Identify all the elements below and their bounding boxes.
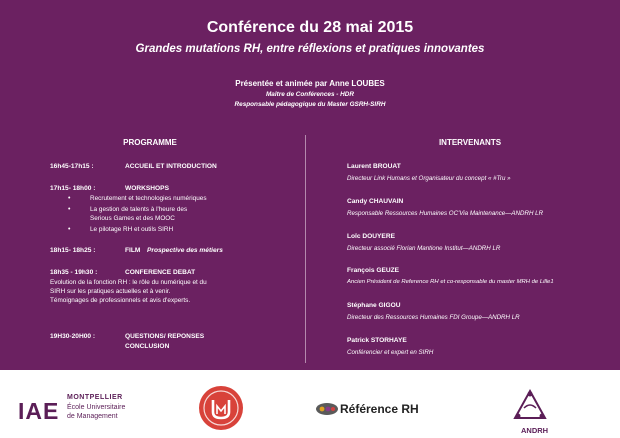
workshop-item: • Recrutement et technologies numériques [68, 195, 207, 202]
session-title-4: CONFERENCE DEBAT [125, 269, 196, 276]
workshop-item: • La gestion de talents à l'heure des Serious Games et des MOOC [68, 206, 188, 222]
session-desc-line: SIRH sur les pratiques actuelles et à venir. [50, 288, 171, 295]
session-title-5b: CONCLUSION [125, 343, 170, 350]
speaker-name: François GEUZE [347, 267, 400, 274]
speaker-name: Laurent BROUAT [347, 163, 401, 170]
session-title-5: QUESTIONS/ REPONSES [125, 333, 205, 340]
programme-heading: PROGRAMME [123, 138, 177, 147]
speaker-name: Loïc DOUYERE [347, 233, 395, 240]
iae-logo-management: de Management [67, 413, 118, 420]
session-time-4: 18h35 - 19h30 : [50, 269, 98, 276]
workshop-item: • Le pilotage RH et outils SIRH [68, 226, 174, 233]
sponsor-logo-strip [0, 370, 620, 438]
speaker-role: Conférencier et expert en SIRH [347, 349, 434, 356]
iae-logo-city: MONTPELLIER [67, 394, 123, 401]
presenter-role-1: Maître de Conférences - HDR [265, 91, 355, 98]
speaker-role: Directeur Link Humans et Organisateur du concept « #Tru » [347, 175, 511, 182]
speaker-name: Patrick STORHAYE [347, 337, 407, 344]
university-crest-icon [199, 386, 243, 430]
speaker-role: Responsable Ressources Humaines OC'Via Maintenance—ANDRH LR [347, 210, 544, 217]
session-time-2: 17h15- 18h00 : [50, 185, 96, 192]
page-subtitle: Grandes mutations RH, entre réflexions et pratiques innovantes [135, 43, 485, 55]
university-montpellier-logo [199, 386, 243, 430]
speaker-name: Stéphane GIGOU [347, 302, 401, 309]
presenter-line: Présentée et animée par Anne LOUBES [235, 79, 385, 88]
speaker-role: Directeur associé Florian Mantione Institut—ANDRH LR [347, 245, 501, 252]
speaker-name: Candy CHAUVAIN [347, 198, 404, 205]
reference-rh-emblem-icon [315, 401, 339, 422]
session-title-1: ACCUEIL ET INTRODUCTION [125, 163, 217, 170]
iae-logo-school: École Universitaire [67, 404, 126, 411]
session-title-2: WORKSHOPS [125, 185, 169, 192]
reference-rh-logo-text: Référence RH [340, 402, 419, 416]
intervenants-heading: INTERVENANTS [438, 138, 502, 147]
session-desc-line: Evolution de la fonction RH : le rôle du numérique et du [50, 279, 207, 286]
page-title: Conférence du 28 mai 2015 [206, 19, 414, 36]
session-time-1: 16h45-17h15 : [50, 163, 94, 170]
andrh-emblem-icon [512, 388, 548, 431]
iae-logo-mark: IAE [18, 398, 60, 424]
session-time-3: 18h15- 18h25 : [50, 247, 96, 254]
andrh-logo-text: ANDRH [521, 426, 549, 435]
session-time-5: 19H30-20H00 : [50, 333, 96, 340]
speaker-role: Directeur des Ressources Humaines FDI Groupe—ANDRH LR [347, 314, 520, 321]
session-label-3: FILM [125, 247, 141, 254]
column-divider [305, 135, 306, 363]
speaker-role: Ancien Président de Reference RH et co-responsable du master MRH de Lille1 [347, 279, 554, 285]
session-desc-line: Témoignages de professionnels et avis d'experts. [50, 297, 191, 304]
presenter-role-2: Responsable pédagogique du Master GSRH-SIRH [234, 101, 386, 108]
session-title-3: Prospective des métiers [147, 247, 223, 254]
